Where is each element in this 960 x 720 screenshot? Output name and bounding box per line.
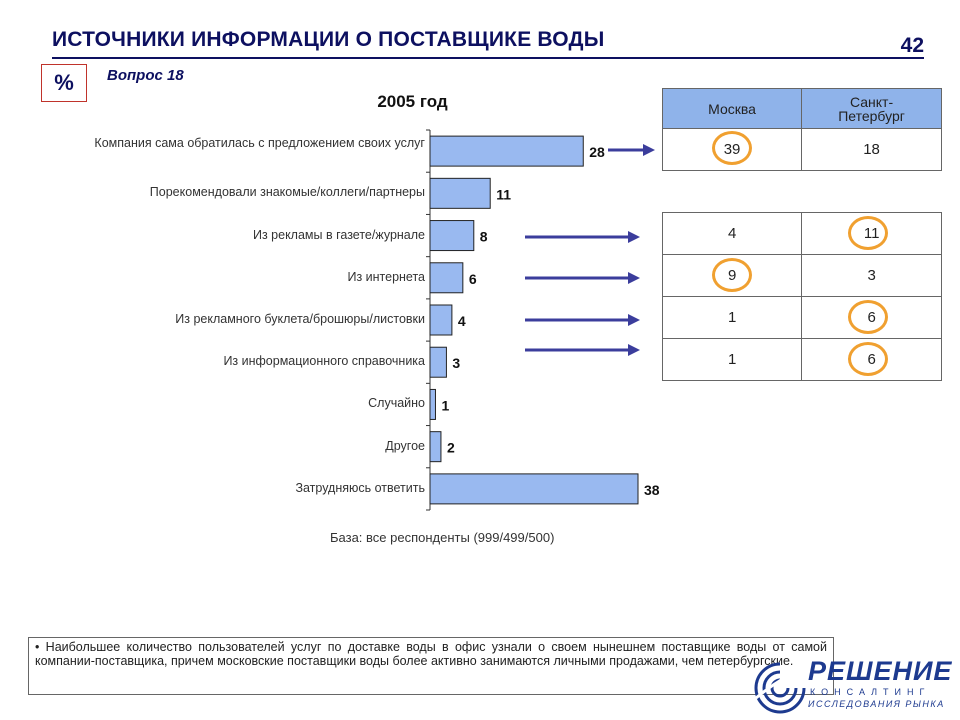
- base-note: База: все респонденты (999/499/500): [330, 530, 555, 545]
- bar: [430, 347, 446, 377]
- category-label: Компания сама обратилась с предложением своих услуг: [94, 136, 425, 151]
- cell-spb-company: 18: [802, 129, 942, 171]
- cell-spb-row3: 6: [802, 297, 942, 339]
- company-logo: [750, 656, 953, 714]
- bar-value-label: 28: [589, 144, 605, 161]
- arrow-icon: [525, 231, 640, 243]
- category-label: Из рекламы в газете/журнале: [252, 227, 425, 242]
- question-label: Вопрос 18: [107, 67, 184, 84]
- category-label: Из рекламного буклета/брошюры/листовки: [175, 312, 425, 326]
- cell-spb-row1: 11: [802, 213, 942, 255]
- bar: [430, 263, 463, 293]
- category-label: Порекомендовали знакомые/коллеги/партнеры: [149, 185, 425, 200]
- cell-moscow-company: 39: [663, 129, 802, 171]
- logo-name: РЕШЕНИЕ: [808, 656, 953, 686]
- cell-spb-row2: 3: [802, 255, 942, 297]
- bar-value-label: 2: [446, 439, 455, 456]
- city-table-sources: [662, 212, 942, 381]
- logo-subtitle-research: ИССЛЕДОВАНИЯ РЫНКА: [808, 699, 945, 709]
- category-label: Из интернета: [347, 269, 425, 284]
- highlight-circle-spb-row1: [848, 216, 888, 250]
- page-number: 42: [900, 34, 924, 57]
- logo-globe-icon: [750, 658, 810, 714]
- cell-moscow-row2: 9: [663, 255, 802, 297]
- cell-spb-row4: 6: [802, 339, 942, 381]
- bar: [430, 305, 452, 335]
- bar-value-label: 8: [479, 228, 488, 245]
- bar-value-label: 11: [496, 186, 512, 203]
- bar: [430, 389, 435, 419]
- bar-value-label: 38: [644, 481, 660, 498]
- highlight-circle-spb-row3: [848, 300, 888, 334]
- bar-value-label: 6: [468, 270, 477, 287]
- bar-value-label: 1: [441, 397, 450, 414]
- header-spb-label: Санкт- Петербург: [838, 93, 905, 124]
- cell-moscow-row4: 1: [663, 339, 802, 381]
- cell-moscow-row3: 1: [663, 297, 802, 339]
- page-title: ИСТОЧНИКИ ИНФОРМАЦИИ О ПОСТАВЩИКЕ ВОДЫ: [52, 28, 605, 51]
- bar: [430, 474, 638, 504]
- highlight-circle-moscow-company: [712, 131, 752, 165]
- category-label: Случайно: [368, 396, 425, 411]
- arrow-icon: [525, 272, 640, 284]
- bar: [430, 178, 490, 208]
- category-label: Другое: [385, 438, 425, 453]
- bar: [430, 221, 474, 251]
- chart-title: 2005 год: [377, 92, 448, 111]
- logo-subtitle-consulting: КОНСАЛТИНГ: [810, 687, 931, 697]
- bar-value-label: 4: [457, 313, 466, 329]
- highlight-circle-moscow-row2: [712, 258, 752, 292]
- summary-note: • Наибольшее количество пользователей услуг по доставке воды в офис узнали о своем нынешнем поставщике воды от самой компании-поставщика, причем московские поставщики воды более активно занимаются личными продажами, чем петербургские.: [28, 637, 834, 695]
- header-spb: [802, 89, 942, 129]
- arrow-icon: [608, 144, 655, 156]
- header-moscow: Москва: [663, 89, 802, 129]
- bar: [430, 432, 441, 462]
- arrow-icon: [525, 314, 640, 326]
- arrow-icon: [525, 344, 640, 356]
- bar: [430, 136, 583, 166]
- bar-value-label: 3: [452, 355, 461, 372]
- cell-moscow-row1: 4: [663, 213, 802, 255]
- highlight-circle-spb-row4: [848, 342, 888, 376]
- city-table-company: [662, 88, 942, 171]
- category-label: Затрудняюсь ответить: [295, 480, 425, 495]
- unit-badge-label: %: [54, 70, 74, 95]
- category-label: Из информационного справочника: [223, 354, 425, 369]
